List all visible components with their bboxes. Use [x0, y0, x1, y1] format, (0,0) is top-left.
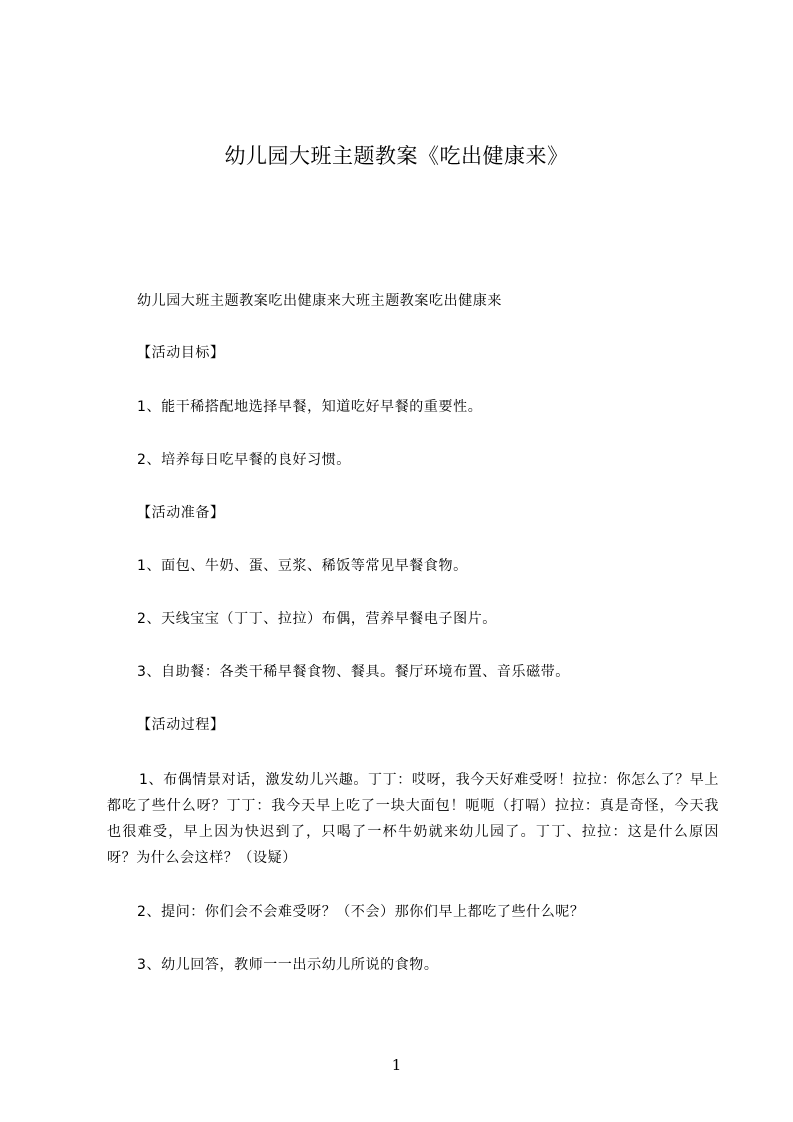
- goal-item-2: 2、培养每日吃早餐的良好习惯。: [137, 452, 351, 468]
- section-heading-process: 【活动过程】: [137, 717, 225, 733]
- document-title: 幼儿园大班主题教案《吃出健康来》: [224, 144, 569, 168]
- goal-item-1: 1、能干稀搭配地选择早餐，知道吃好早餐的重要性。: [137, 399, 483, 415]
- section-heading-goals: 【活动目标】: [137, 345, 225, 361]
- preparation-item-1: 1、面包、牛奶、蛋、豆浆、稀饭等常见早餐食物。: [137, 558, 468, 574]
- preparation-item-2: 2、天线宝宝（丁丁、拉拉）布偶，营养早餐电子图片。: [137, 611, 497, 627]
- process-item-3: 3、幼儿回答，教师一一出示幼儿所说的食物。: [137, 957, 439, 973]
- process-item-2: 2、提问：你们会不会难受呀？（不会）那你们早上都吃了些什么呢？: [137, 904, 585, 920]
- preparation-item-3: 3、自助餐：各类干稀早餐食物、餐具。餐厅环境布置、音乐磁带。: [137, 664, 570, 680]
- section-heading-preparation: 【活动准备】: [137, 505, 225, 521]
- page-number: 1: [391, 1056, 402, 1074]
- process-item-1: 1、布偶情景对话，激发幼儿兴趣。丁丁：哎呀，我今天好难受呀！拉拉：你怎么了？早上都吃了些什么呀？丁丁：我今天早上吃了一块大面包！呃呃（打嗝）拉拉：真是奇怪，今天我也很难受，早上因为快迟到了，只喝了一杯牛奶就来幼儿园了。丁丁、拉拉：这是什么原因呀？为什么会这样？（设疑）: [107, 772, 719, 866]
- intro-paragraph: 幼儿园大班主题教案吃出健康来大班主题教案吃出健康来: [137, 293, 502, 309]
